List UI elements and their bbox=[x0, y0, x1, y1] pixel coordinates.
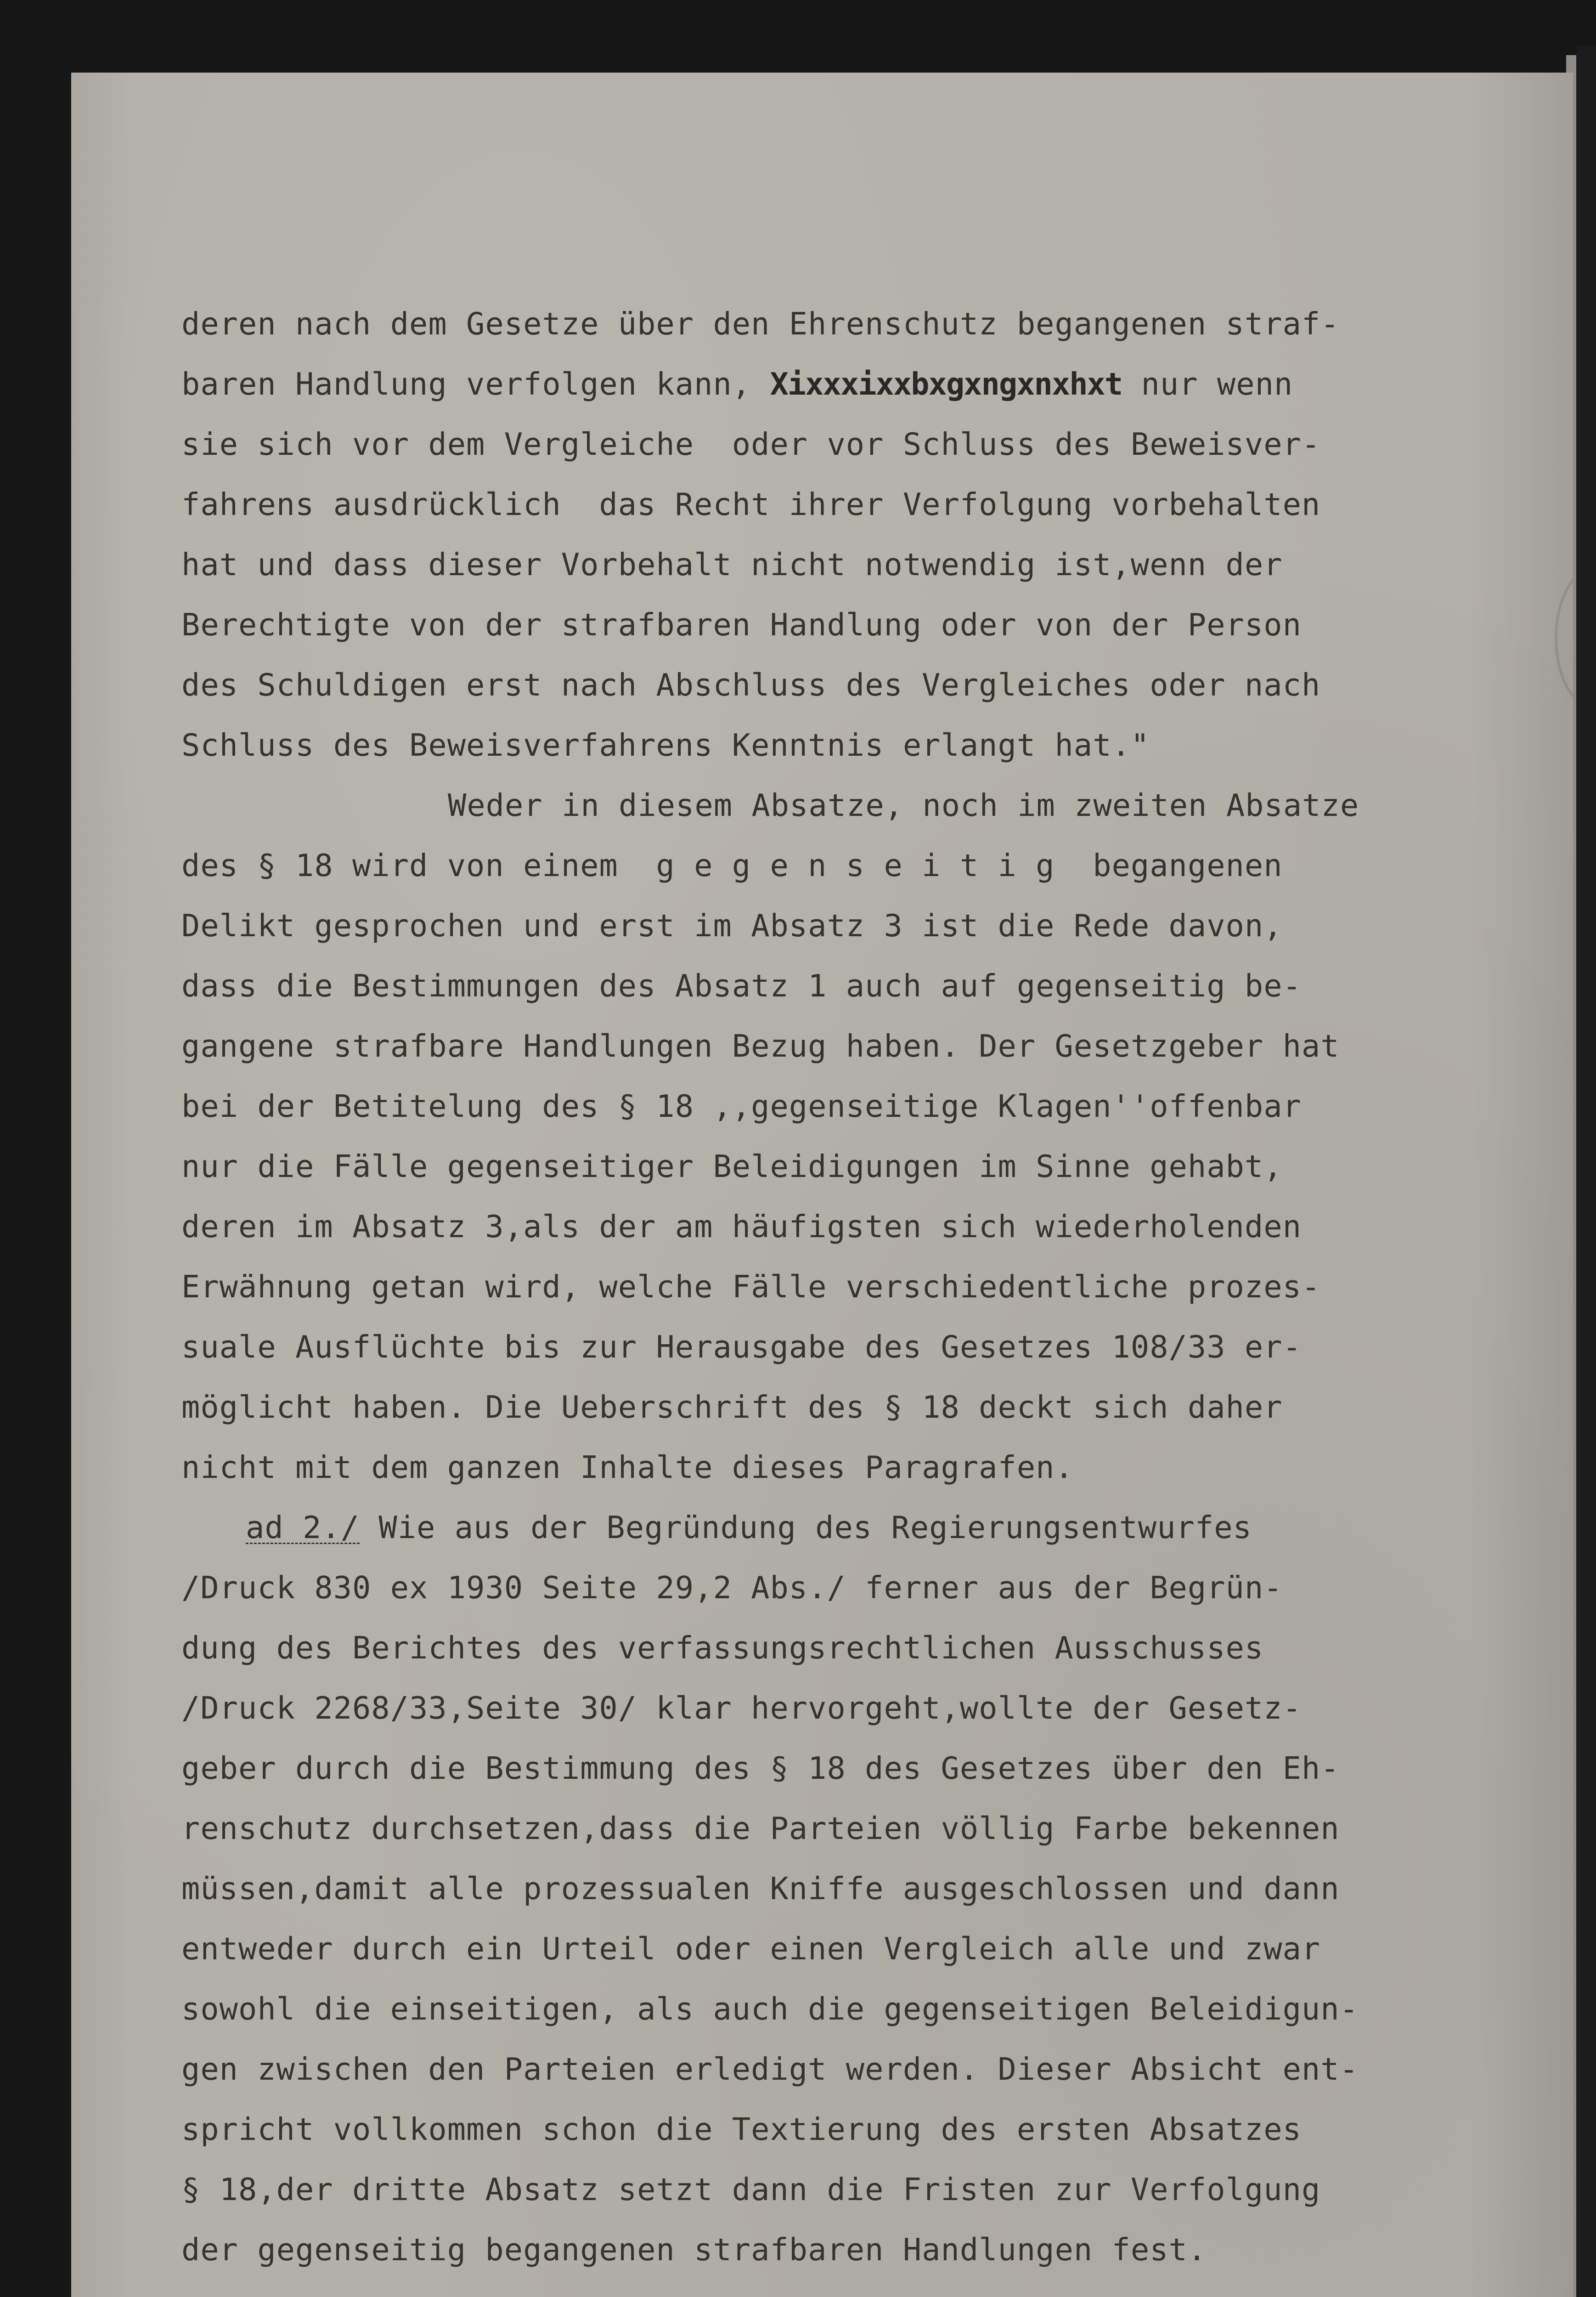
text-line: der gegenseitig begangenen strafbaren Handlungen fest. bbox=[181, 2232, 1207, 2268]
next-page-edge bbox=[1576, 46, 1596, 2297]
text-line: nur die Fälle gegenseitiger Beleidigungen im Sinne gehabt, bbox=[181, 1148, 1283, 1184]
text-line: hat und dass dieser Vorbehalt nicht notwendig ist,wenn der bbox=[181, 547, 1283, 583]
text-fragment: Wie aus der Begründung des Regierungsentwurfes bbox=[378, 1510, 1252, 1545]
text-line: sowohl die einseitigen, als auch die gegenseitigen Beleidigun- bbox=[181, 1991, 1359, 2027]
text-line: Delikt gesprochen und erst im Absatz 3 ist die Rede davon, bbox=[181, 908, 1283, 944]
text-line: Schluss des Beweisverfahrens Kenntnis erlangt hat." bbox=[181, 727, 1150, 763]
text-line: renschutz durchsetzen,dass die Parteien völlig Farbe bekennen bbox=[181, 1810, 1340, 1846]
text-line: des § 18 wird von einem g e g e n s e i t i g begangenen bbox=[181, 848, 1283, 883]
text-line: deren im Absatz 3,als der am häufigsten sich wiederholenden bbox=[181, 1209, 1302, 1245]
section-start-line bbox=[181, 1498, 1527, 1558]
paragraph-start-line: Weder in diesem Absatze, noch im zweiten Absatze bbox=[448, 787, 1359, 823]
text-line: Erwähnung getan wird, welche Fälle verschiedentliche prozes- bbox=[181, 1269, 1321, 1305]
typewritten-text bbox=[181, 294, 1527, 2280]
text-line: deren nach dem Gesetze über den Ehrenschutz begangenen straf- bbox=[181, 306, 1340, 342]
text-line: entweder durch ein Urteil oder einen Vergleich alle und zwar bbox=[181, 1931, 1321, 1967]
text-line: spricht vollkommen schon die Textierung des ersten Absatzes bbox=[181, 2111, 1302, 2147]
text-line: müssen,damit alle prozessualen Kniffe ausgeschlossen und dann bbox=[181, 1871, 1340, 1907]
text-line: bei der Betitelung des § 18 ,,gegenseitige Klagen''offenbar bbox=[181, 1088, 1302, 1124]
text-fragment: nur wenn bbox=[1122, 366, 1293, 402]
text-line: gangene strafbare Handlungen Bezug haben. Der Gesetzgeber hat bbox=[181, 1028, 1340, 1064]
text-line: /Druck 2268/33,Seite 30/ klar hervorgeht,wollte der Gesetz- bbox=[181, 1690, 1302, 1726]
struck-out-word: Xixxxixxbxgxngxnxhxt bbox=[770, 366, 1122, 402]
text-line: möglicht haben. Die Ueberschrift des § 18 deckt sich daher bbox=[181, 1389, 1283, 1425]
faint-stamp-mark bbox=[1555, 569, 1573, 707]
text-line: sie sich vor dem Vergleiche oder vor Schluss des Beweisver- bbox=[181, 426, 1321, 462]
text-line: nicht mit dem ganzen Inhalte dieses Paragrafen. bbox=[181, 1449, 1074, 1485]
text-line-with-strikeout bbox=[181, 354, 1527, 414]
text-line: Berechtigte von der strafbaren Handlung oder von der Person bbox=[181, 607, 1302, 643]
text-line: § 18,der dritte Absatz setzt dann die Fristen zur Verfolgung bbox=[181, 2172, 1321, 2207]
text-line: dass die Bestimmungen des Absatz 1 auch auf gegenseitig be- bbox=[181, 968, 1302, 1004]
text-line: /Druck 830 ex 1930 Seite 29,2 Abs./ ferner aus der Begrün- bbox=[181, 1570, 1283, 1606]
text-fragment: baren Handlung verfolgen kann, bbox=[181, 366, 751, 402]
text-line: geber durch die Bestimmung des § 18 des Gesetzes über den Eh- bbox=[181, 1750, 1340, 1786]
text-line: gen zwischen den Parteien erledigt werden. Dieser Absicht ent- bbox=[181, 2051, 1359, 2087]
text-line: suale Ausflüchte bis zur Herausgabe des Gesetzes 108/33 er- bbox=[181, 1329, 1302, 1365]
text-line: des Schuldigen erst nach Abschluss des Vergleiches oder nach bbox=[181, 667, 1321, 703]
text-line: dung des Berichtes des verfassungsrechtlichen Ausschusses bbox=[181, 1630, 1264, 1666]
text-line: fahrens ausdrücklich das Recht ihrer Verfolgung vorbehalten bbox=[181, 487, 1321, 522]
section-marker: ad 2./ bbox=[246, 1510, 360, 1545]
